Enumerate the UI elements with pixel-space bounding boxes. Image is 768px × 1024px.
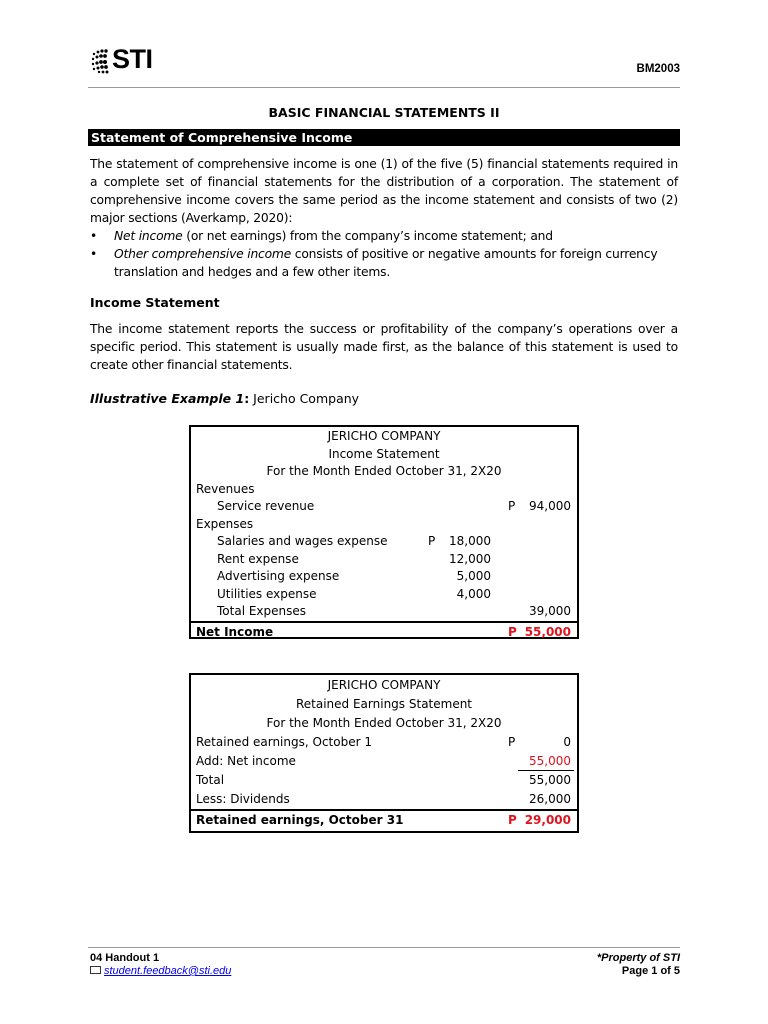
footer-divider xyxy=(88,947,680,948)
table-row: Utilities expense 4,000 xyxy=(217,586,491,601)
table-row: Expenses xyxy=(196,516,254,531)
table-row: Revenues xyxy=(196,481,255,496)
mail-icon xyxy=(90,966,101,974)
bullet-item xyxy=(90,227,678,245)
table-row: Total Expenses 39,000 xyxy=(217,604,571,618)
statement-period: For the Month Ended October 31, 2X20 xyxy=(266,464,502,478)
company-name: JERICHO COMPANY xyxy=(327,678,441,692)
statement-name: Income Statement xyxy=(328,446,440,461)
table-row: Total 55,000 xyxy=(196,773,571,787)
table-row: Advertising expense 5,000 xyxy=(217,569,491,583)
bullet-text: consists of positive or negative amounts for foreign currency translation and hedges and a few other items. xyxy=(114,247,658,279)
intro-paragraph: The statement of comprehensive income is one (1) of the five (5) financial statements required in a complete set of financial statements for the distribution of a corporation. The statement of comprehensive income covers the same period as the income statement and consists of two (2) major sections (Averkamp, 2020): xyxy=(90,157,678,225)
bullet-item xyxy=(90,245,678,281)
table-row: Retained earnings, October 1 P 0 xyxy=(196,735,571,749)
table-row: Less: Dividends 26,000 xyxy=(196,792,571,806)
bullet-text: (or net earnings) from the company’s income statement; and xyxy=(182,229,553,243)
closing-balance-row: Retained earnings, October 31 P 29,000 xyxy=(191,809,577,830)
section-title-bar: Statement of Comprehensive Income xyxy=(88,129,680,146)
statement-name: Retained Earnings Statement xyxy=(295,697,473,711)
retained-earnings-table xyxy=(189,673,579,833)
feedback-email xyxy=(90,965,231,977)
table-row: Service revenue P 94,000 xyxy=(217,499,571,513)
document-title: BASIC FINANCIAL STATEMENTS II xyxy=(268,105,500,120)
feedback-email-link[interactable]: student.feedback@sti.edu xyxy=(104,965,232,977)
table-row: Salaries and wages expense P 18,000 xyxy=(217,534,491,548)
example-label: Illustrative Example 1: Jericho Company xyxy=(90,391,360,406)
income-statement-heading: Income Statement xyxy=(90,295,220,310)
sti-logo-text: STI xyxy=(112,44,153,74)
bullet-list xyxy=(90,227,678,281)
income-statement-table xyxy=(189,425,579,639)
table-row: Add: Net income 55,000 xyxy=(191,752,577,771)
company-name: JERICHO COMPANY xyxy=(327,429,441,443)
handout-label: 04 Handout 1 xyxy=(90,952,160,964)
document-code: BM2003 xyxy=(636,63,680,75)
net-income-row: Net Income P 55,000 xyxy=(191,621,577,642)
header-divider xyxy=(88,87,680,88)
property-notice: *Property of STI xyxy=(596,952,680,964)
bullet-term: Net income xyxy=(114,229,183,243)
bullet-term: Other comprehensive income xyxy=(114,247,292,261)
income-paragraph: The income statement reports the success or profitability of the company’s operations over a specific period. This statement is usually made first, as the balance of this statement is used to create other financial statements. xyxy=(90,322,678,372)
table-row: Rent expense 12,000 xyxy=(217,551,491,566)
statement-period: For the Month Ended October 31, 2X20 xyxy=(266,716,502,730)
page-number: Page 1 of 5 xyxy=(621,965,680,977)
